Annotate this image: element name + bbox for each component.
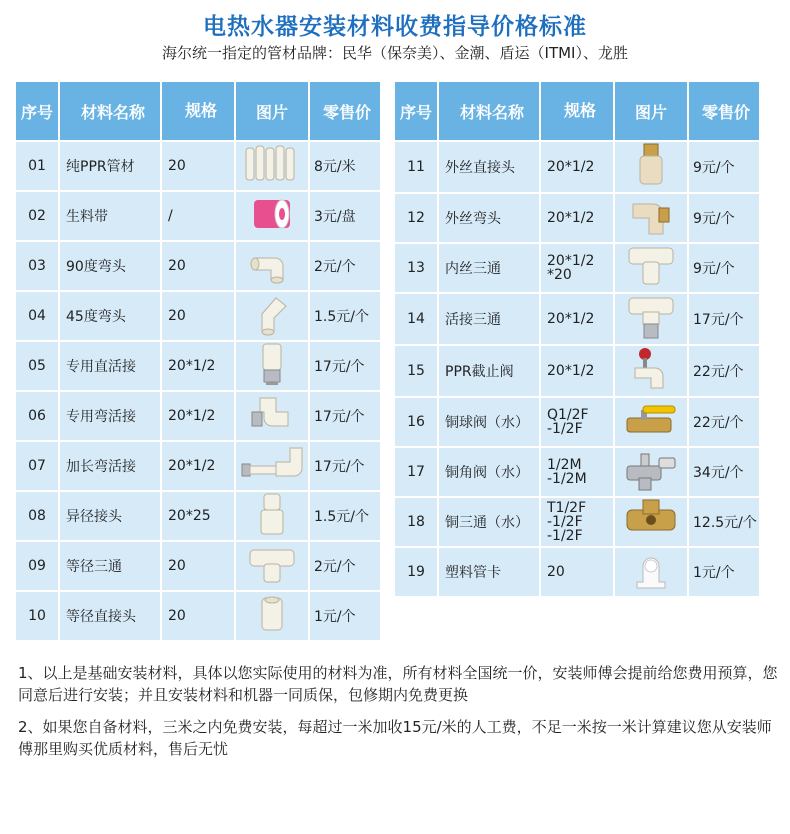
material-image	[615, 142, 687, 192]
col-header-name: 材料名称	[439, 82, 539, 140]
material-spec: Q1/2F -1/2F	[541, 398, 613, 446]
material-name: 等径三通	[60, 542, 160, 590]
table-row	[16, 542, 380, 590]
material-spec: 20*1/2 *20	[541, 244, 613, 292]
material-image	[615, 498, 687, 546]
material-name: 加长弯活接	[60, 442, 160, 490]
straight-union-icon	[255, 342, 289, 390]
material-image	[236, 192, 308, 240]
table-row	[16, 292, 380, 340]
notes	[18, 662, 778, 770]
table-row	[395, 244, 759, 292]
material-image	[236, 242, 308, 290]
table-row	[395, 294, 759, 344]
material-name: 异径接头	[60, 492, 160, 540]
row-number: 19	[395, 548, 437, 596]
elbow-45-icon	[252, 292, 292, 340]
row-number: 08	[16, 492, 58, 540]
material-name: 外丝直接头	[439, 142, 539, 192]
elbow-union-icon	[250, 392, 294, 440]
material-price: 17元/个	[689, 294, 759, 344]
material-spec: 20*25	[162, 492, 234, 540]
row-number: 03	[16, 242, 58, 290]
table-row	[16, 142, 380, 190]
material-image	[615, 548, 687, 596]
material-name: 等径直接头	[60, 592, 160, 640]
material-spec: 20*1/2	[541, 294, 613, 344]
reducer-icon	[254, 492, 290, 540]
material-name: 铜球阀（水）	[439, 398, 539, 446]
material-spec: 20	[162, 292, 234, 340]
page-subtitle: 海尔统一指定的管材品牌：民华（保奈美）、金潮、盾运（ITMI）、龙胜	[162, 44, 628, 62]
material-spec: 20*1/2	[162, 342, 234, 390]
material-image	[615, 346, 687, 396]
price-table-right	[393, 80, 761, 598]
row-number: 17	[395, 448, 437, 496]
material-price: 1.5元/个	[310, 492, 380, 540]
material-name: 铜角阀（水）	[439, 448, 539, 496]
material-image	[615, 244, 687, 292]
material-name: 专用直活接	[60, 342, 160, 390]
ball-valve-icon	[623, 400, 679, 444]
female-thread-tee-icon	[627, 244, 675, 292]
table-row	[395, 498, 759, 546]
table-row	[16, 192, 380, 240]
material-spec: 20	[162, 242, 234, 290]
material-price: 9元/个	[689, 194, 759, 242]
material-name: 塑料管卡	[439, 548, 539, 596]
male-thread-coupling-icon	[634, 142, 668, 192]
elbow-90-icon	[249, 244, 295, 288]
material-image	[615, 294, 687, 344]
material-spec: 20	[162, 542, 234, 590]
material-price: 9元/个	[689, 244, 759, 292]
material-price: 1.5元/个	[310, 292, 380, 340]
row-number: 10	[16, 592, 58, 640]
material-image	[615, 398, 687, 446]
material-price: 17元/个	[310, 342, 380, 390]
row-number: 05	[16, 342, 58, 390]
note-2: 2、如果您自备材料，三米之内免费安装，每超过一米加收15元/米的人工费，不足一米按一米计算建议您从安装师傅那里购买优质材料，售后无忧	[18, 718, 772, 758]
row-number: 18	[395, 498, 437, 546]
material-name: 内丝三通	[439, 244, 539, 292]
material-image	[236, 492, 308, 540]
material-spec: 1/2M -1/2M	[541, 448, 613, 496]
material-price: 9元/个	[689, 142, 759, 192]
note-1: 1、以上是基础安装材料，具体以您实际使用的材料为准，所有材料全国统一价，安装师傅会提前给您费用预算，您同意后进行安装；并且安装材料和机器一同质保，包修期内免费更换	[18, 664, 778, 704]
table-row	[395, 448, 759, 496]
page-title: 电热水器安装材料收费指导价格标准	[203, 14, 587, 40]
table-row	[16, 342, 380, 390]
material-name: 活接三通	[439, 294, 539, 344]
material-spec: 20*1/2	[162, 442, 234, 490]
table-row	[16, 442, 380, 490]
material-price: 34元/个	[689, 448, 759, 496]
material-name: 生料带	[60, 192, 160, 240]
table-row	[395, 548, 759, 596]
col-header-spec: 规格	[162, 82, 234, 140]
union-tee-icon	[627, 294, 675, 344]
brass-tee-icon	[625, 498, 677, 546]
material-image	[236, 442, 308, 490]
material-spec: 20*1/2	[541, 346, 613, 396]
material-name: 45度弯头	[60, 292, 160, 340]
material-spec: 20	[162, 142, 234, 190]
col-header-no: 序号	[395, 82, 437, 140]
material-image	[615, 194, 687, 242]
row-number: 16	[395, 398, 437, 446]
material-price: 2元/个	[310, 542, 380, 590]
material-spec: 20*1/2	[162, 392, 234, 440]
row-number: 09	[16, 542, 58, 590]
table-row	[395, 194, 759, 242]
row-number: 06	[16, 392, 58, 440]
material-price: 22元/个	[689, 346, 759, 396]
material-spec: /	[162, 192, 234, 240]
material-spec: 20*1/2	[541, 194, 613, 242]
material-name: 铜三通（水）	[439, 498, 539, 546]
row-number: 13	[395, 244, 437, 292]
table-row	[395, 142, 759, 192]
material-price: 8元/米	[310, 142, 380, 190]
row-number: 11	[395, 142, 437, 192]
male-thread-elbow-icon	[629, 194, 673, 242]
tape-roll-icon	[250, 194, 294, 238]
material-image	[236, 592, 308, 640]
material-price: 22元/个	[689, 398, 759, 446]
table-row	[16, 242, 380, 290]
table-header-row	[395, 82, 759, 140]
material-spec: 20*1/2	[541, 142, 613, 192]
material-spec: T1/2F -1/2F -1/2F	[541, 498, 613, 546]
angle-valve-icon	[623, 448, 679, 496]
material-price: 12.5元/个	[689, 498, 759, 546]
table-row	[395, 398, 759, 446]
price-table-left	[14, 80, 382, 642]
material-price: 2元/个	[310, 242, 380, 290]
material-image	[236, 142, 308, 190]
material-image	[236, 292, 308, 340]
row-number: 15	[395, 346, 437, 396]
material-price: 17元/个	[310, 392, 380, 440]
long-elbow-union-icon	[240, 444, 304, 488]
material-name: 纯PPR管材	[60, 142, 160, 190]
row-number: 04	[16, 292, 58, 340]
col-header-image: 图片	[615, 82, 687, 140]
material-spec: 20	[541, 548, 613, 596]
material-price: 3元/盘	[310, 192, 380, 240]
material-image	[236, 392, 308, 440]
col-header-price: 零售价	[310, 82, 380, 140]
col-header-image: 图片	[236, 82, 308, 140]
pipe-clip-icon	[629, 548, 673, 596]
material-name: PPR截止阀	[439, 346, 539, 396]
table-row	[395, 346, 759, 396]
material-price: 17元/个	[310, 442, 380, 490]
row-number: 02	[16, 192, 58, 240]
material-image	[615, 448, 687, 496]
col-header-spec: 规格	[541, 82, 613, 140]
material-name: 专用弯活接	[60, 392, 160, 440]
price-tables	[14, 80, 776, 640]
stop-valve-icon	[629, 346, 673, 396]
col-header-price: 零售价	[689, 82, 759, 140]
table-header-row	[16, 82, 380, 140]
material-spec: 20	[162, 592, 234, 640]
row-number: 14	[395, 294, 437, 344]
table-row	[16, 592, 380, 640]
table-row	[16, 492, 380, 540]
tee-icon	[248, 544, 296, 588]
table-row	[16, 392, 380, 440]
coupling-icon	[254, 594, 290, 638]
material-name: 90度弯头	[60, 242, 160, 290]
row-number: 01	[16, 142, 58, 190]
material-image	[236, 542, 308, 590]
row-number: 12	[395, 194, 437, 242]
col-header-no: 序号	[16, 82, 58, 140]
material-price: 1元/个	[689, 548, 759, 596]
material-price: 1元/个	[310, 592, 380, 640]
ppr-pipe-icon	[242, 144, 302, 188]
material-image	[236, 342, 308, 390]
row-number: 07	[16, 442, 58, 490]
col-header-name: 材料名称	[60, 82, 160, 140]
material-name: 外丝弯头	[439, 194, 539, 242]
